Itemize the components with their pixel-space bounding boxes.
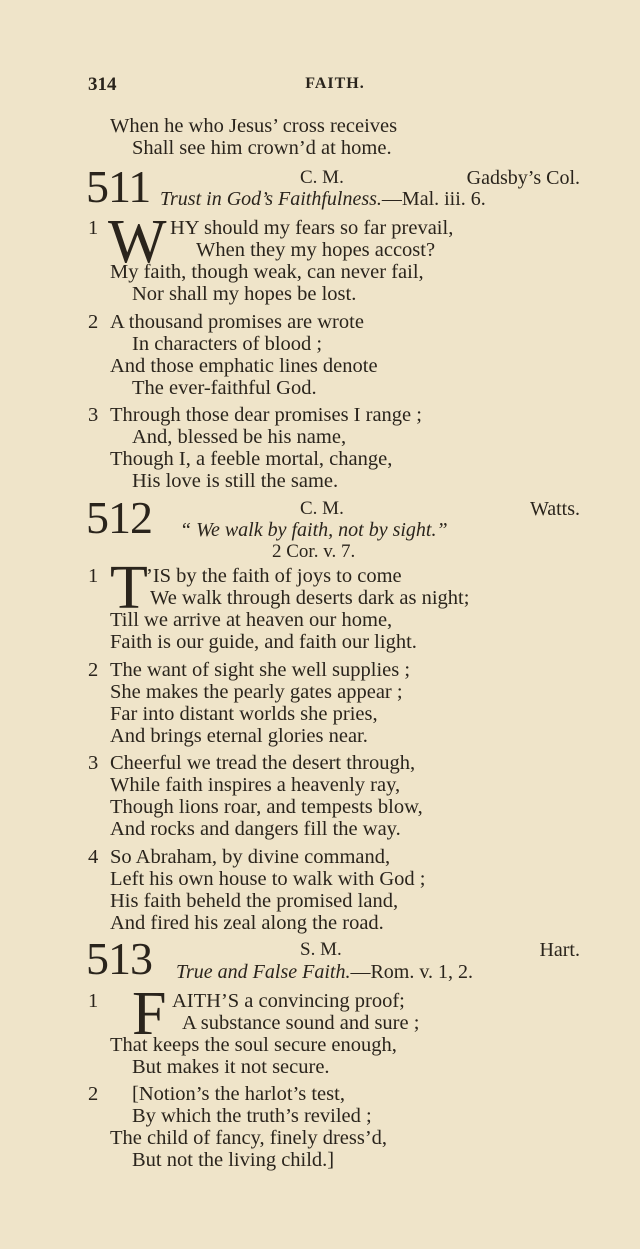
verse-line: By which the truth’s reviled ; [132,1105,372,1127]
hymn-number: 512 [86,492,152,543]
verse-line: So Abraham, by divine command, [110,846,391,868]
verse-line: Faith is our guide, and faith our light. [110,631,417,653]
hymn-title: Trust in God’s Faithfulness. [160,188,382,210]
verse-number: 3 [88,404,99,426]
drop-cap: F [132,980,167,1048]
page-header [88,74,582,104]
intro-line: When he who Jesus’ cross receives [110,115,398,137]
page-number: 314 [88,74,117,95]
verse-line: His faith beheld the promised land, [110,890,399,912]
verse-line: While faith inspires a heavenly ray, [110,774,401,796]
verse-line: Till we arrive at heaven our home, [110,609,393,631]
hymn-reference: —Rom. v. 1, 2. [350,961,474,983]
hymn-meter: S. M. [300,939,342,960]
verse-line: Left his own house to walk with God ; [110,868,426,890]
verse-line: His love is still the same. [132,470,339,492]
hymn-number: 511 [86,161,151,212]
hymn-author: Watts. [529,498,580,520]
hymn-reference: 2 Cor. v. 7. [272,541,356,562]
verse-line: In characters of blood ; [132,333,323,355]
verse-line: A substance sound and sure ; [182,1012,420,1034]
hymn-subtitle [180,519,448,541]
verse-line: AITH’S a convincing proof; [172,990,405,1012]
hymn-meter: C. M. [300,167,344,188]
verse-line: Nor shall my hopes be lost. [132,283,357,305]
verse-number: 2 [88,659,99,681]
verse-line: And fired his zeal along the road. [110,912,384,934]
verse-line: But not the living child.] [132,1149,335,1171]
intro-line: Shall see him crown’d at home. [132,137,392,159]
verse-line: ’IS by the faith of joys to come [146,565,402,587]
verse-line: When they my hopes accost? [196,239,436,261]
verse-line: And rocks and dangers fill the way. [110,818,401,840]
verse-line: A thousand promises are wrote [110,311,364,333]
verse-line: Far into distant worlds she pries, [110,703,378,725]
verse-line: The child of fancy, finely dress’d, [110,1127,388,1149]
verse-line: We walk through deserts dark as night; [150,587,470,609]
verse-number: 1 [88,217,99,239]
verse-line: But makes it not secure. [132,1056,330,1078]
hymn-subtitle [160,188,486,210]
verse-line: HY should my fears so far prevail, [170,217,454,239]
hymn-author: Hart. [539,939,580,961]
hymn-reference: —Mal. iii. 6. [381,188,486,210]
verse-line: The want of sight she well supplies ; [110,659,411,681]
verse-number: 2 [88,1083,99,1105]
verse-number: 2 [88,311,99,333]
hymn-title: True and False Faith. [176,961,351,983]
verse-line: My faith, though weak, can never fail, [110,261,424,283]
verse-line: And those emphatic lines denote [110,355,378,377]
drop-cap: W [108,208,167,276]
verse-line: That keeps the soul secure enough, [110,1034,397,1056]
verse-line: Though I, a feeble mortal, change, [110,448,393,470]
verse-line: Cheerful we tread the desert through, [110,752,416,774]
verse-number: 1 [88,565,99,587]
verse-line: And, blessed be his name, [132,426,347,448]
verse-line: Though lions roar, and tempests blow, [110,796,423,818]
drop-cap: T [110,554,148,622]
hymn-number: 513 [86,933,152,984]
running-head: FAITH. [305,75,365,92]
verse-line: [Notion’s the harlot’s test, [132,1083,345,1105]
verse-number: 4 [88,846,99,868]
hymn-title: “ We walk by faith, not by sight.” [180,519,448,541]
verse-line: Through those dear promises I range ; [110,404,422,426]
verse-line: The ever-faithful God. [132,377,317,399]
verse-number: 3 [88,752,99,774]
verse-line: She makes the pearly gates appear ; [110,681,403,703]
hymn-author: Gadsby’s Col. [466,167,580,189]
hymn-meter: C. M. [300,498,344,519]
verse-number: 1 [88,990,99,1012]
hymn-subtitle [176,961,473,983]
verse-line: And brings eternal glories near. [110,725,368,747]
